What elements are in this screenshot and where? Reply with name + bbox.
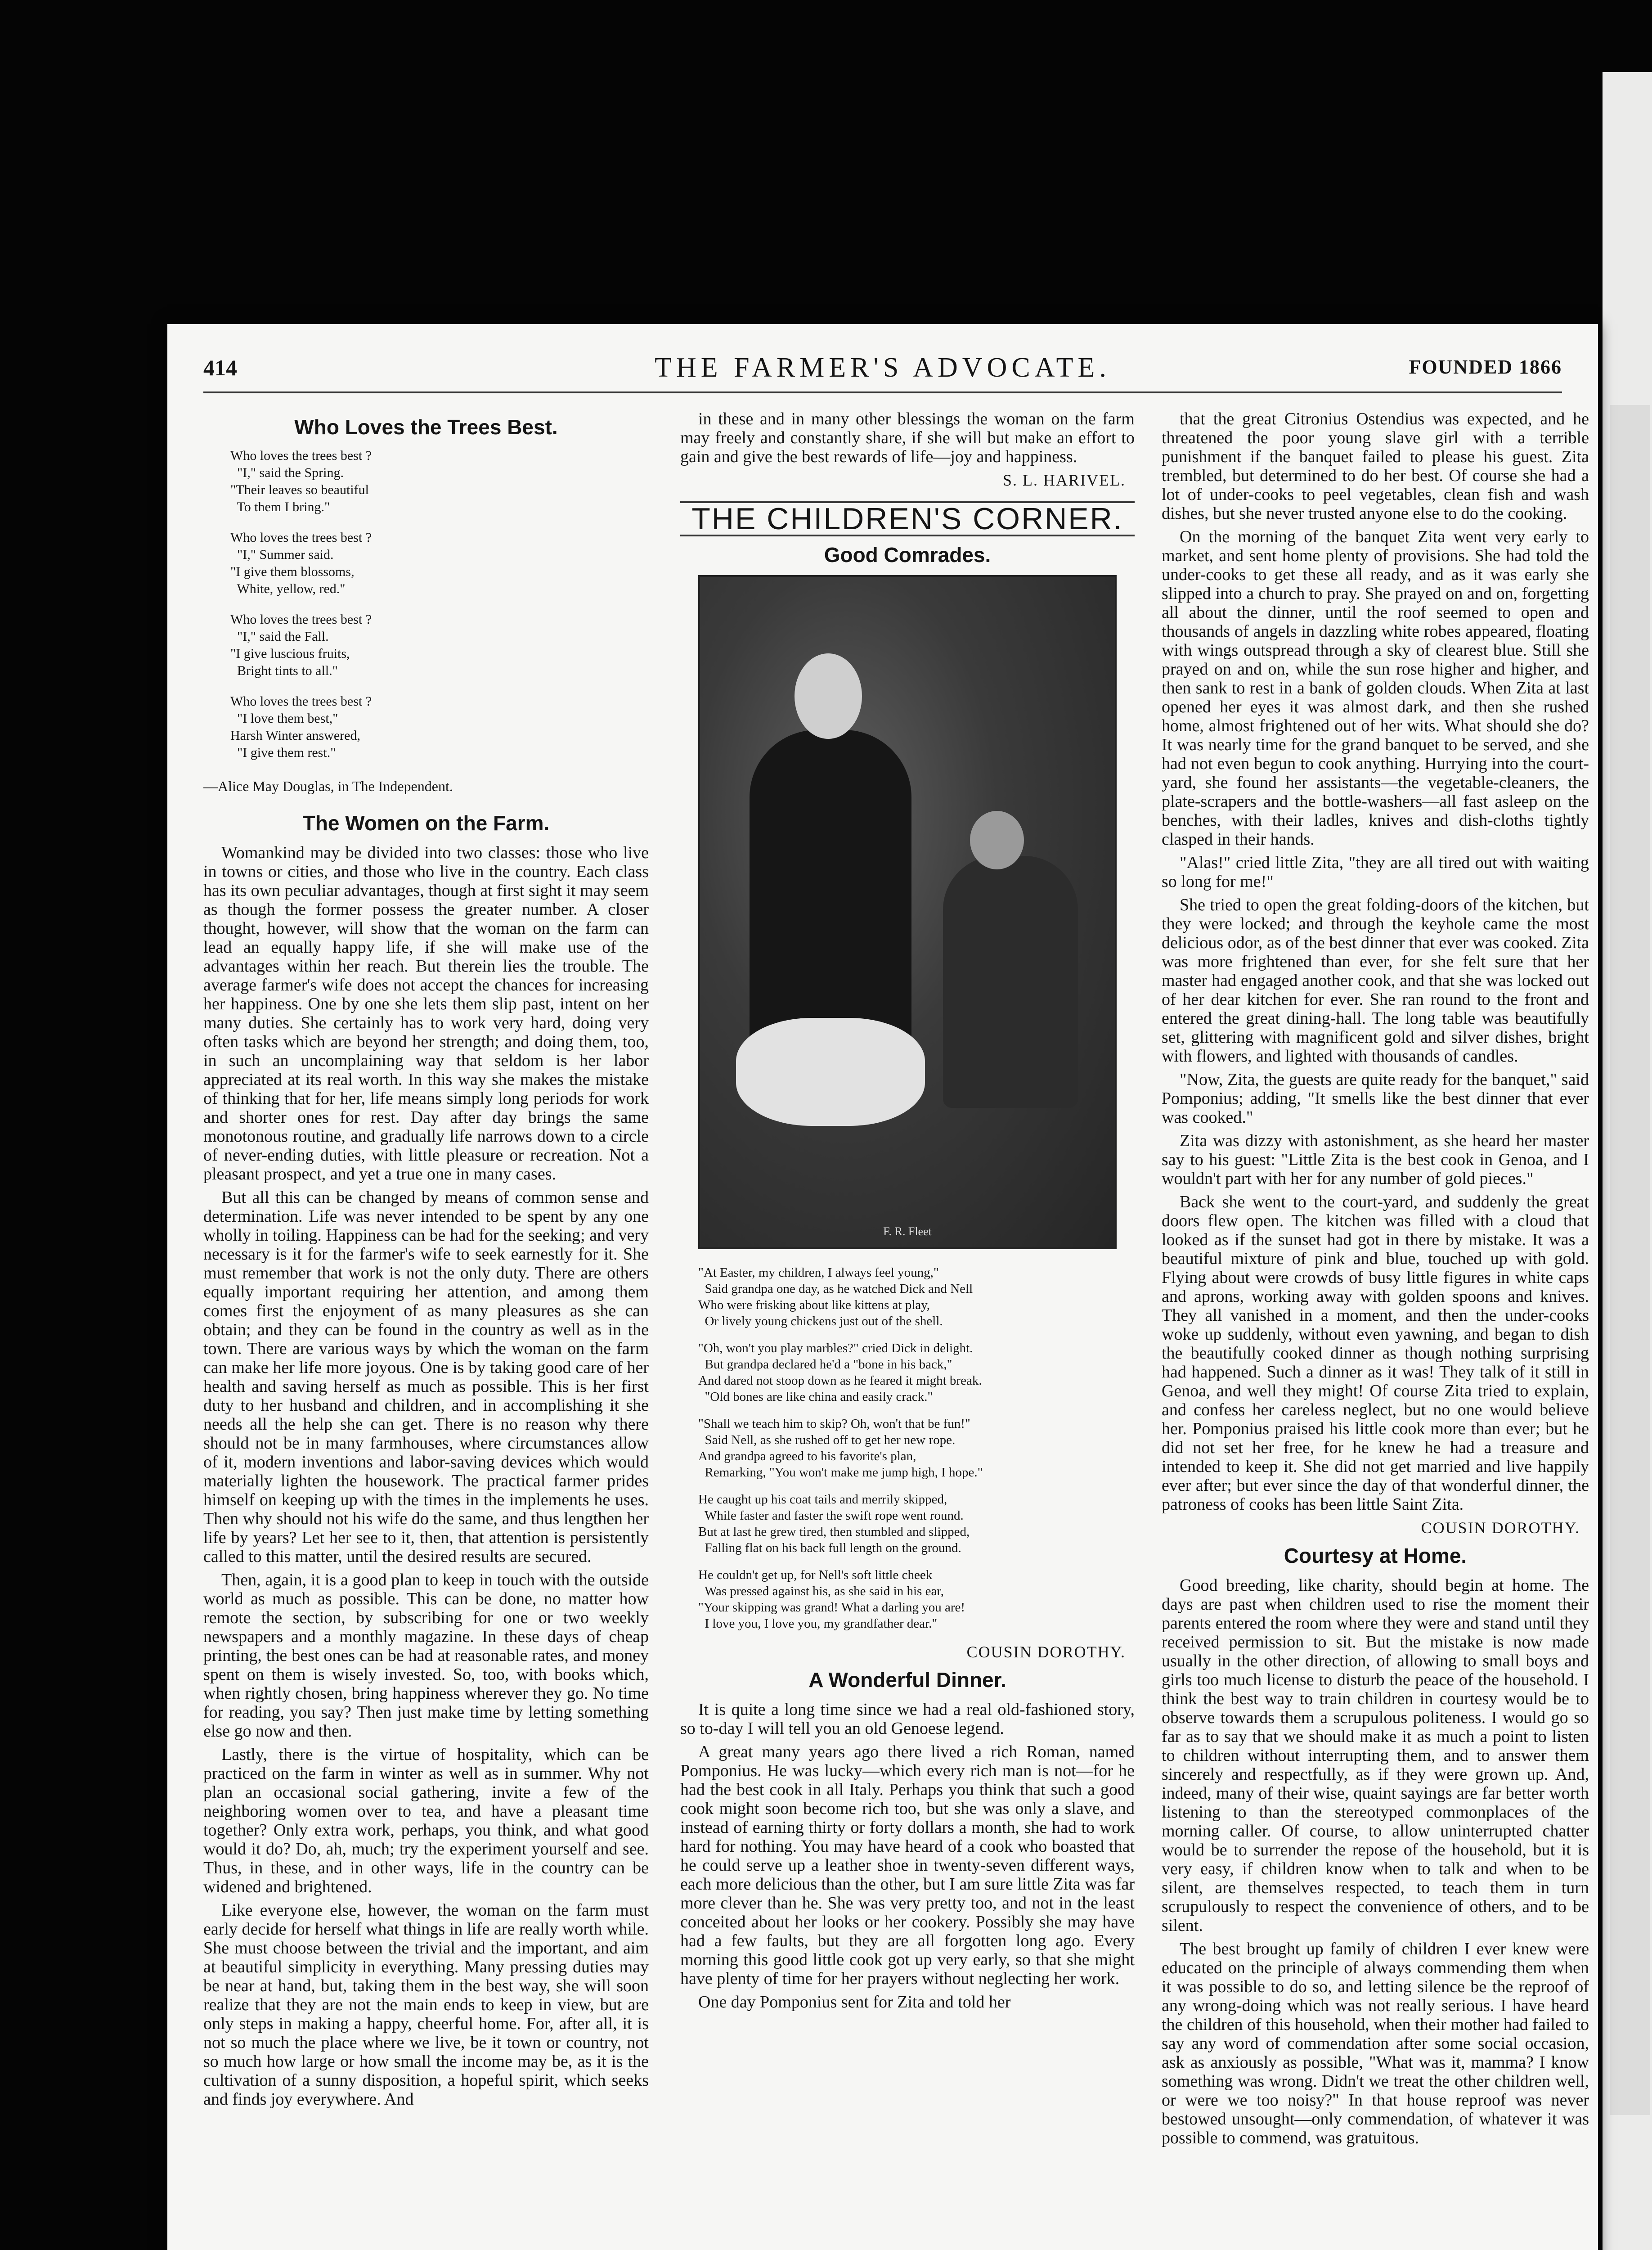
poem-line: Falling flat on his back full length on the ground. [698, 1541, 961, 1555]
poem-line: Who loves the trees best ? [230, 448, 372, 463]
story-body-wonderful-dinner [680, 1700, 1135, 2012]
paragraph: A great many years ago there lived a rich Roman, named Pomponius. He was lucky—which every rich man is not—for he had the best cook in all Italy. Perhaps you think that such a good cook might soon become rich too, but she was only a slave, and instead of earning thirty or forty dollars a month, she had to work hard for nothing. You may have heard of a cook who boasted that he could serve up a leather shoe in twenty-seven different ways, each more delicious than the other, but I am sure little Zita was far more clever than he. She was very pretty too, and not in the least conceited about her looks or her cookery. Possibly she may have had a few faults, but they are all forgotten long ago. Every morning this good little cook got up very early, so that she might have plenty of time for her prayers without neglecting her work. [680, 1742, 1135, 1988]
poem-line [230, 598, 649, 611]
paragraph: Zita was dizzy with astonishment, as she heard her master say to his guest: "Little Zita is the best cook in Genoa, and I wouldn't part with her for any number of gold pieces." [1162, 1131, 1589, 1188]
poem-line: And grandpa agreed to his favorite's plan, [698, 1449, 916, 1463]
story-title-wonderful-dinner: A Wonderful Dinner. [808, 1668, 1006, 1692]
paragraph: Back she went to the court-yard, and suddenly the great doors flew open. The kitchen was filled with a cloud that looked as if the sunset had got in there by mistake. It was a beautiful mixture of pink and blue, touched up with gold. Flying about were crowds of busy little figures in white caps and aprons, working away with golden spoons and knives. They all vanished in a moment, and then the under-cooks woke up suddenly, without even yawning, and began to dish the beautifully cooked dinner as though nothing surprising had happened. Such a dinner as it was! They talk of it still in Genoa, and well they might! Of course Zita tried to explain, and confess her careless neglect, but no one would believe her. Pomponius praised his little cook more than ever; but he did not set her free, for he knew he had a treasure and intended to keep it. She did not get married and live happily ever after; but ever since the day of that wonderful dinner, the patroness of cooks has been little Saint Zita. [1162, 1192, 1589, 1514]
poem-line: While faster and faster the swift rope went round. [698, 1508, 964, 1523]
poem-line [230, 680, 649, 693]
poem-line: He couldn't get up, for Nell's soft little cheek [698, 1568, 933, 1582]
poem-line: "Old bones are like china and easily crack." [698, 1390, 933, 1404]
column-2 [680, 410, 1135, 2250]
poem-line: "I give luscious fruits, [230, 646, 350, 661]
poem-line: "Shall we teach him to skip? Oh, won't that be fun!" [698, 1417, 970, 1431]
poem-good-comrades [680, 1264, 1135, 1632]
poem-who-loves-trees [230, 447, 649, 761]
photo-lap-blanket [736, 1018, 925, 1126]
paragraph: One day Pomponius sent for Zita and told her [698, 1993, 1011, 2012]
masthead-title: THE FARMER'S ADVOCATE. [655, 352, 1111, 383]
paragraph: But all this can be changed by means of common sense and determination. Life was never intended to be spent by any one wholly in toiling. Happiness can be had for the seeking; and very necessary is it for the farmer's wife to seek earnestly for it. She must remember that work is not the only duty. There are others equally important requiring her attention, and among them comes first the enjoyment of as many pleasures as she can obtain; and they can be found in the country as well as in the town. There are various ways by which the woman on the farm can make her life more joyous. One is by taking good care of her health and saving herself as much as possible. This is her first duty to her husband and children, and in accomplishing it she needs all the help she can get. There is no reason why there should not be in many farmhouses, where circumstances allow of it, modern inventions and labor-saving devices which would materially lighten the housework. The practical farmer prides himself on keeping up with the times in the implements he uses. Then why should not his wife do the same, and thus lengthen her life by years? Let her see to it, then, that attention is persistently called to this matter, until the desired results are secured. [203, 1188, 649, 1566]
paragraph: The best brought up family of children I ever knew were educated on the principle of always commending them when it was possible to do so, and letting silence be the reproof of any wrong-doing which was not really serious. I have heard the children of this household, when their mother had failed to say any word of commendation after some social occasion, ask as anxiously as possible, "What was it, mamma? I know something was wrong. Didn't we treat the other children well, or were we too noisy?" In that house reproof was never bestowed unsought—only commendation, of whatever it was possible to commend, was gratuitous. [1162, 1940, 1589, 2147]
paragraph: Then, again, it is a good plan to keep in touch with the outside world as much as possible. This can be done, no matter how remote the section, by subscribing for one or two weekly newspapers and a monthly magazine. In these days of cheap printing, the best ones can be had at reasonable rates, and money spent on them is wisely invested. So, too, with books which, when rightly chosen, bring happiness wherever they go. No time for reading, you say? Then just make time by letting something else go now and then. [203, 1570, 649, 1741]
poem-line: Was pressed against his, as she said in his ear, [698, 1584, 944, 1598]
illustration-photo [698, 575, 1117, 1249]
paragraph: She tried to open the great folding-doors of the kitchen, but they were locked; and through the keyhole came the most delicious odor, as of the best dinner that ever was cooked. Zita was more frightened than ever, for she felt sure that her master had engaged another cook, and that she was locked out of her dear kitchen for ever. She ran round to the front and entered the great dining-hall. The long table was beautifully set, glittering with magnificent gold and silver dishes, bright with flowers, and lighted with thousands of candles. [1162, 896, 1589, 1066]
poem-line: But at last he grew tired, then stumbled and slipped, [698, 1525, 970, 1539]
paragraph: Good breeding, like charity, should begin at home. The days are past when children used to rise the moment their parents entered the room where they were and stand until they received permission to sit. But the mistake is now made usually in the other direction, of allowing to small boys and girls too much license to disturb the peace of the household. I think the best way to train children in courtesy would be to observe towards them a scrupulous politeness. I would go so far as to say that we should make it as much a point to listen to children without interrupting them, and to answer them sincerely and respectfully, as if they were grown up. And, indeed, many of their wise, quaint sayings are far better worth listening to than the stereotyped commonplaces of the morning caller. Of course, to allow uninterrupted chatter would be to surrender the repose of the household, but it is very easy, if children know when to talk and when to be silent, are themselves respected, to teach them in turn scrupulously to respect the convenience of others, and to be silent. [1162, 1576, 1589, 1935]
poem-line: "I," said the Spring. [230, 465, 344, 480]
article-title-courtesy: Courtesy at Home. [1284, 1544, 1467, 1567]
paragraph: Womankind may be divided into two classes: those who live in towns or cities, and those who live in the country. Each class has its own peculiar advantages, though at first sight it may seem as though the former possess the greater number. A closer thought, however, will show that the woman on the farm can lead an equally happy life, if she will make use of the advantages within her reach. But therein lies the trouble. The average farmer's wife does not accept the chances for increasing her happiness. One by one she lets them slip past, intent on her many duties. She certainly has to work very hard, doing very often tasks which are beyond her strength; and doing them, too, in such an uncomplaining way that seldom is her labor appreciated at its real worth. In this way she makes the mistake of thinking that for her, life means simply long periods for work and shorter ones for rest. Day after day brings the same monotonous routine, and gradually life narrows down to a circle of never-ending duties, with little pleasure or recreation. Not a pleasant prospect, and yet a true one in many cases. [203, 843, 649, 1184]
photo-figure-child [943, 856, 1078, 1108]
founded-year: FOUNDED 1866 [1409, 356, 1562, 378]
paragraph: "Alas!" cried little Zita, "they are all tired out with waiting so long for me!" [1162, 853, 1589, 891]
section-title-childrens-corner: THE CHILDREN'S CORNER. [680, 501, 1135, 536]
page-number: 414 [203, 355, 237, 380]
poem-line: I love you, I love you, my grandfather dear." [698, 1616, 938, 1631]
paragraph: Like everyone else, however, the woman on the farm must early decide for herself what things in life are really worth while. She must choose between the trivial and the important, and aim at beautiful simplicity in everything. Many pressing duties may be near at hand, but, taking them in the best way, she will soon realize that they are not the main ends to keep in view, but are only steps in making a happy, cheerful home. For, after all, it is not so much the place where we live, be it town or country, not so much how large or how small the income may be, as it is the cultivation of a sunny disposition, a hopeful spirit, which seeks and finds joy everywhere. And [203, 1901, 649, 2109]
poem-line [230, 516, 649, 529]
poem-line: Bright tints to all." [230, 663, 338, 678]
poem-stanza [698, 1491, 1135, 1556]
poem-line: To them I bring." [230, 500, 330, 514]
story-signature: COUSIN DOROTHY. [1421, 1519, 1580, 1537]
poem-stanza [698, 1264, 1135, 1329]
poem-line: "I love them best," [230, 711, 338, 726]
adjacent-page-shadow [1610, 405, 1650, 2115]
newspaper-page [167, 324, 1598, 2250]
poem-line: But grandpa declared he'd a "bone in his back," [698, 1357, 952, 1372]
poem-line: Who were frisking about like kittens at play, [698, 1298, 930, 1312]
poem-line: "Oh, won't you play marbles?" cried Dick in delight. [698, 1341, 973, 1355]
photo-figure-child-head [970, 811, 1024, 869]
poem-line: Who loves the trees best ? [230, 694, 372, 709]
page-header [203, 351, 1562, 393]
poem-line: "Your skipping was grand! What a darling you are! [698, 1600, 965, 1615]
poem-signature: COUSIN DOROTHY. [966, 1643, 1126, 1661]
poem-line: Who loves the trees best ? [230, 530, 372, 545]
poem-line: Harsh Winter answered, [230, 728, 360, 743]
photo-caption: F. R. Fleet [883, 1225, 932, 1238]
poem-line: Said Nell, as she rushed off to get her new rope. [698, 1433, 956, 1447]
column-3 [1162, 410, 1589, 2250]
paragraph: "Now, Zita, the guests are quite ready for the banquet," said Pomponius; adding, "It smells like the best dinner that ever was cooked." [1162, 1070, 1589, 1127]
poem-line: And dared not stoop down as he feared it might break. [698, 1373, 982, 1388]
poem-line: He caught up his coat tails and merrily skipped, [698, 1492, 947, 1507]
photo-figure-head [795, 653, 862, 739]
article-body-women-farm [203, 843, 649, 2109]
story-title-good-comrades: Good Comrades. [824, 543, 991, 567]
poem-stanza [698, 1340, 1135, 1405]
poem-stanza [698, 1567, 1135, 1632]
poem-line: "Their leaves so beautiful [230, 482, 369, 497]
paragraph: that the great Citronius Ostendius was expected, and he threatened the poor young slave girl with a terrible punishment if the banquet failed to please his guest. Zita trembled, but determined to do her best. Of course she had a lot of under-cooks to peel vegetables, clean fish and wash dishes, but she never trusted anyone else to do the cooking. [1162, 410, 1589, 523]
poem-title: Who Loves the Trees Best. [294, 415, 558, 439]
author-signature: S. L. HARIVEL. [1003, 471, 1126, 489]
poem-line: Remarking, "You won't make me jump high, I hope." [698, 1465, 983, 1480]
poem-credit: —Alice May Douglas, in The Independent. [203, 778, 453, 794]
poem-line: "I," said the Fall. [230, 629, 329, 644]
column-1 [203, 410, 649, 2250]
poem-line: Who loves the trees best ? [230, 612, 372, 627]
poem-line: Said grandpa one day, as he watched Dick and Nell [698, 1282, 973, 1296]
poem-line: White, yellow, red." [230, 581, 346, 596]
article-continuation: in these and in many other blessings the woman on the farm may freely and constantly share, if she will but make an effort to gain and give the best rewards of life—joy and happiness. [680, 410, 1135, 466]
poem-line: "I give them rest." [230, 745, 336, 760]
paragraph: On the morning of the banquet Zita went very early to market, and sent home plenty of provisions. She had told the under-cooks to get these all ready, and as it was early she slipped into a church to pray. She prayed on and on, forgetting all about the dinner, until the roof seemed to open and thousands of angels in dazzling white robes appeared, floating with wings outspread through a sky of clearest blue. Still she prayed on and on, while the sun rose higher and higher, and then sank to rest in a bank of golden clouds. When Zita at last opened her eyes it was almost dark, and then she rushed home, almost frightened out of her wits. What should she do? It was nearly time for the grand banquet to be served, and she had not even begun to cook anything. Hurrying into the court-yard, she found her assistants—the vegetable-cleaners, the plate-scrapers and the bottle-washers—all fast asleep on the benches, with their ladles, knives and dish-cloths tightly clasped in their hands. [1162, 527, 1589, 849]
poem-line: "I," Summer said. [230, 547, 334, 562]
poem-line: "At Easter, my children, I always feel young," [698, 1265, 939, 1280]
poem-line: "I give them blossoms, [230, 564, 355, 579]
paragraph: Lastly, there is the virtue of hospitality, which can be practiced on the farm in winter as well as in summer. Why not plan an occasional social gathering, invite a few of the neighboring women over to tea, and have a pleasant time together? Only extra work, perhaps, you think, and what good would it do? Do, ah, much; try the experiment yourself and see. Thus, in these, and in other ways, life in the country can be widened and brightened. [203, 1745, 649, 1896]
poem-stanza [698, 1416, 1135, 1480]
article-body-courtesy [1162, 1576, 1589, 2147]
poem-line: Or lively young chickens just out of the shell. [698, 1314, 943, 1328]
story-continuation [1162, 410, 1589, 1514]
article-title-women-farm: The Women on the Farm. [302, 811, 550, 835]
paragraph: It is quite a long time since we had a real old-fashioned story, so to-day I will tell you an old Genoese legend. [680, 1700, 1135, 1738]
